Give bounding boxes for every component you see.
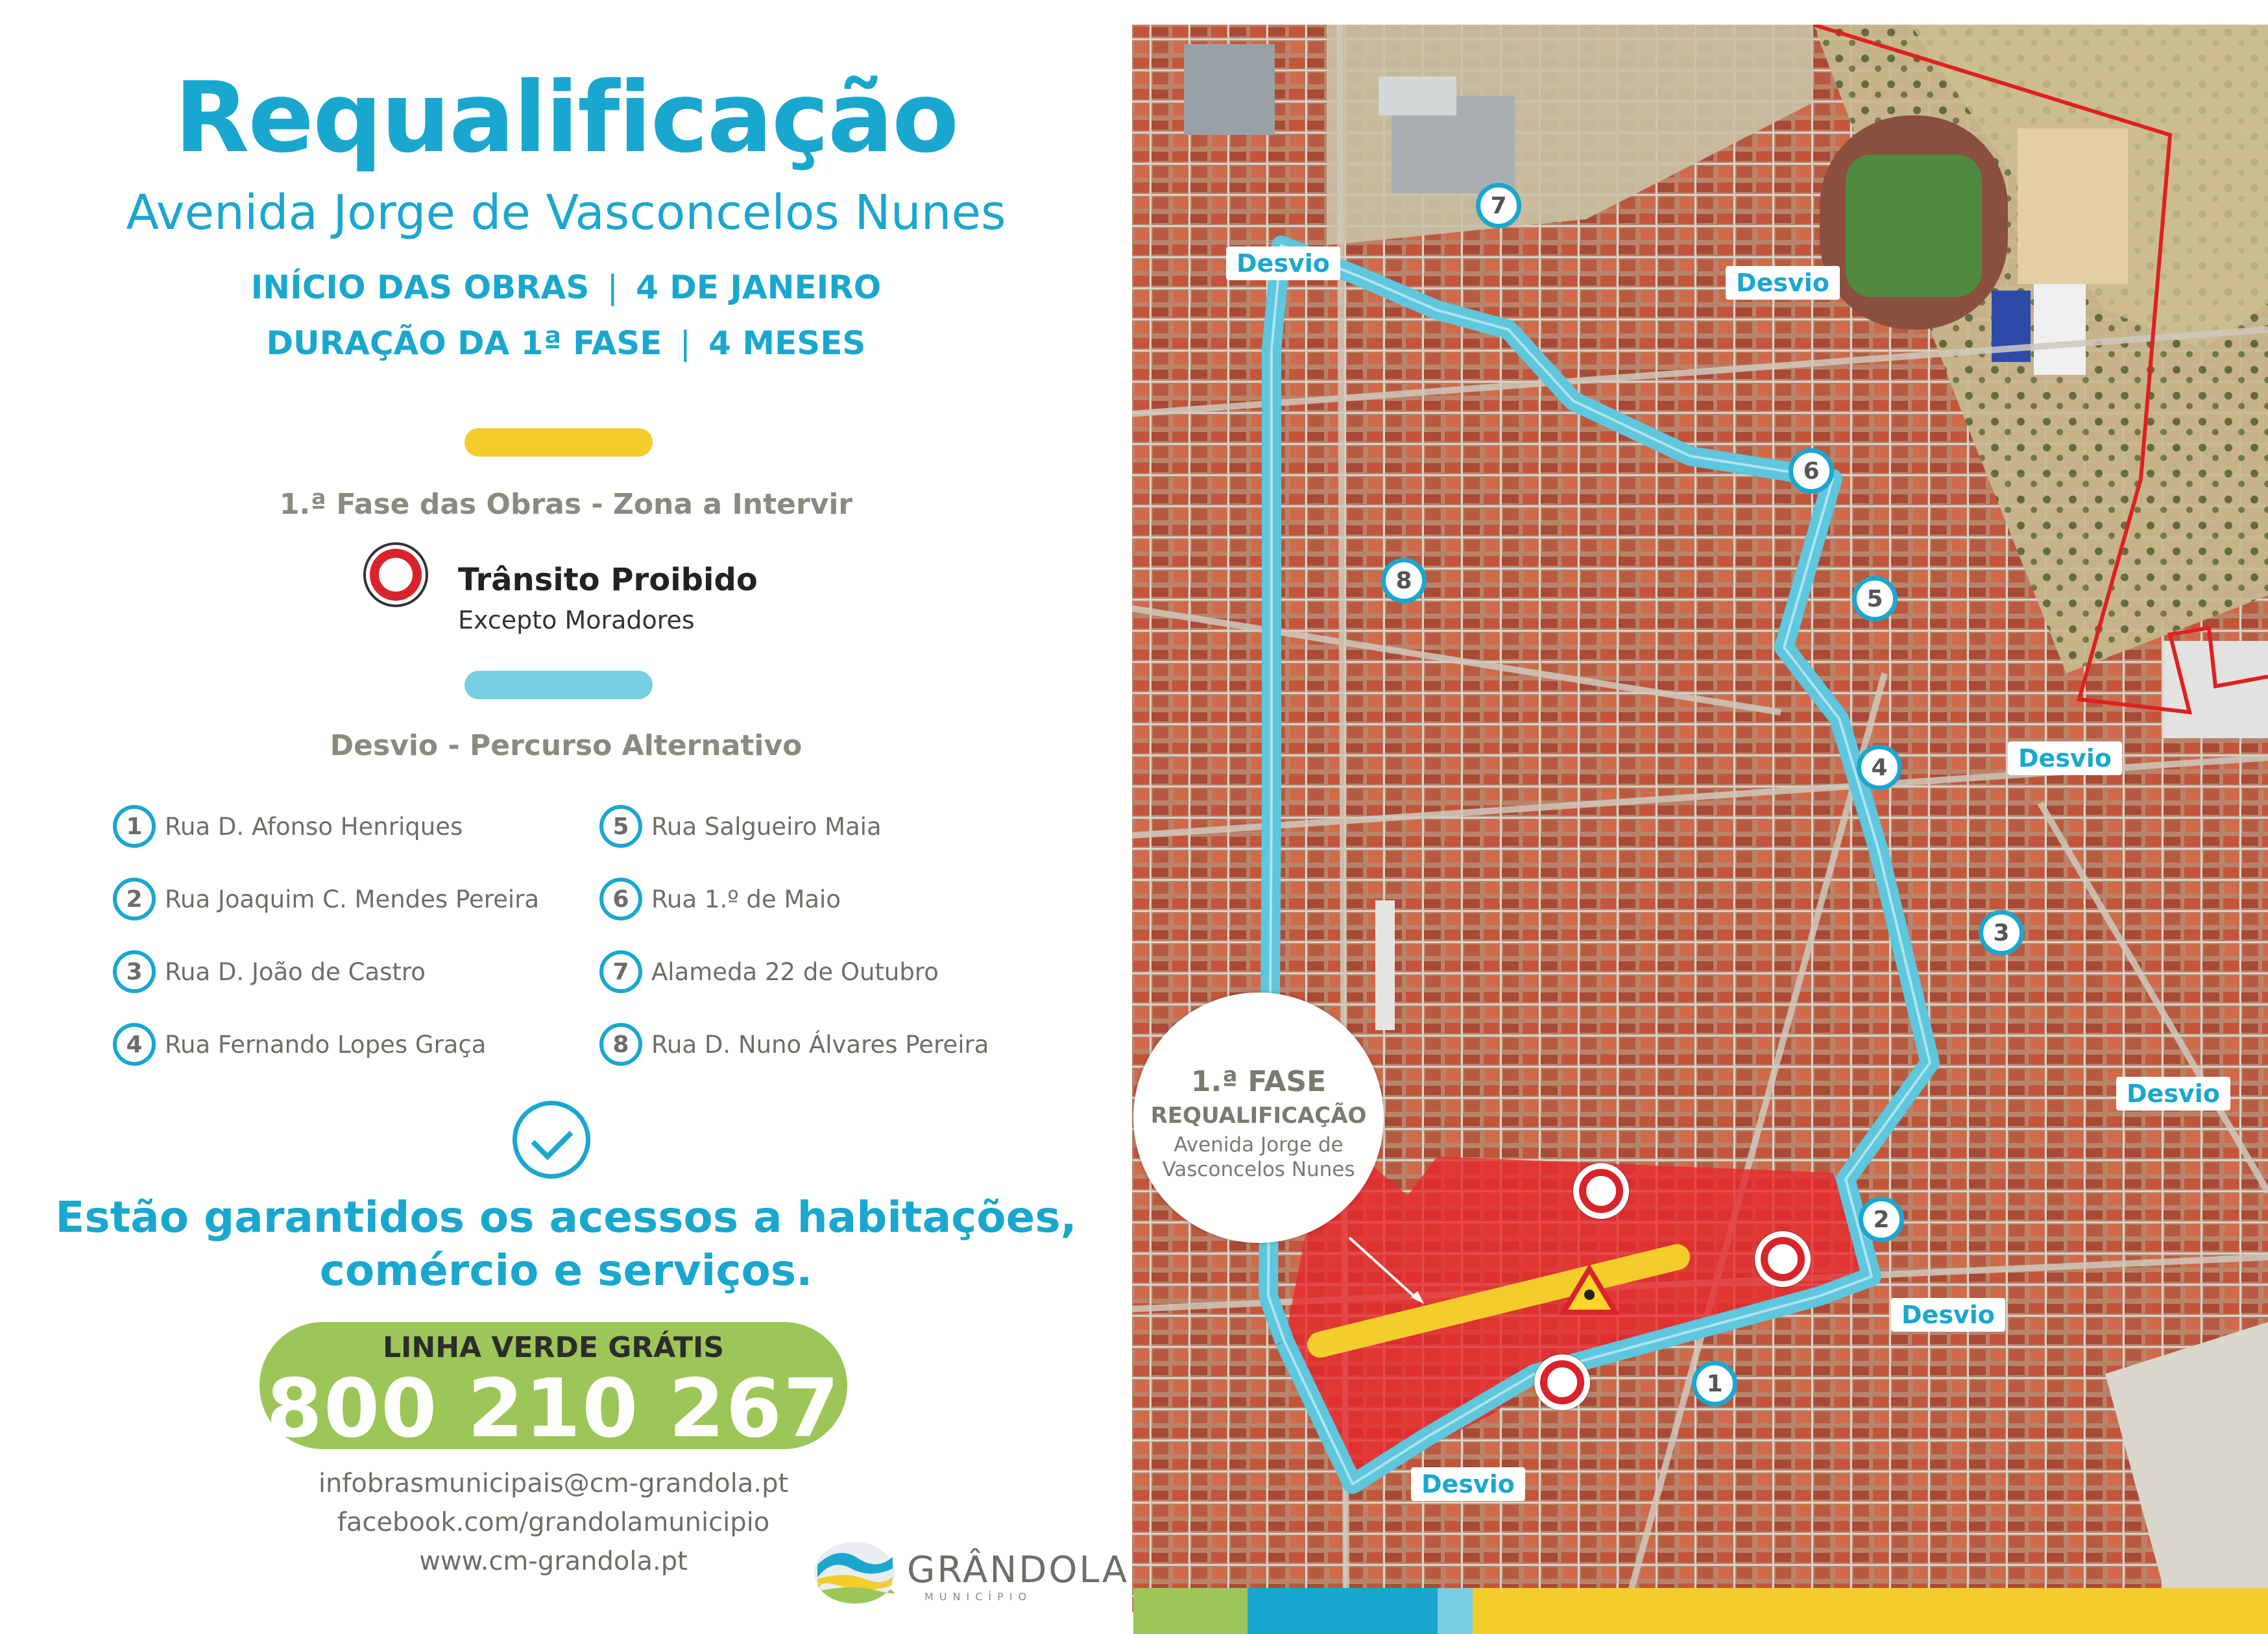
- logo-name: GRÂNDOLA: [907, 1549, 1129, 1591]
- street-number-badge: 4: [113, 1023, 156, 1066]
- route-number-badge: 6: [1789, 448, 1834, 494]
- no-entry-map-icon: [1573, 1163, 1629, 1219]
- street-item: [113, 1018, 486, 1070]
- detour-label: Desvio: [2116, 1077, 2230, 1111]
- route-number-badge: 4: [1857, 745, 1902, 790]
- hotline-label: LINHA VERDE GRÁTIS: [382, 1331, 725, 1364]
- no-entry-title: Trânsito Proibido: [458, 562, 758, 598]
- street-name: Rua D. Afonso Henriques: [165, 812, 463, 841]
- access-line-1: Estão garantidos os acessos a habitações,: [55, 1192, 1077, 1242]
- street-number-badge: 3: [113, 950, 156, 993]
- detour-color-swatch: [464, 671, 653, 699]
- route-number-badge: 7: [1476, 183, 1521, 228]
- street-name: Alameda 22 de Outubro: [651, 957, 939, 986]
- street-number-badge: 8: [599, 1023, 642, 1066]
- logo-subtitle: MUNICÍPIO: [924, 1591, 1033, 1603]
- route-number-badge: 1: [1692, 1361, 1737, 1406]
- separator: |: [679, 324, 691, 362]
- bottom-bar-light-blue: [1438, 1588, 1473, 1634]
- start-label: INÍCIO DAS OBRAS: [250, 269, 590, 306]
- street-item: [599, 946, 939, 998]
- phase-color-swatch: [464, 428, 653, 457]
- hotline-box: [259, 1322, 847, 1456]
- street-name: Rua Joaquim C. Mendes Pereira: [165, 885, 540, 913]
- checkmark-icon: [513, 1101, 590, 1179]
- page-subtitle: Avenida Jorge de Vasconcelos Nunes: [126, 185, 1006, 241]
- route-number-badge: 3: [1979, 910, 2024, 955]
- no-entry-icon: [363, 542, 428, 607]
- callout-title: 1.ª FASE: [1190, 1065, 1327, 1098]
- bottom-bar-green: [1133, 1588, 1248, 1634]
- grandola-logo-icon: [812, 1539, 897, 1607]
- separator: |: [607, 269, 618, 306]
- no-entry-subtitle: Excepto Moradores: [458, 606, 695, 634]
- street-number-badge: 5: [599, 805, 642, 848]
- email-link[interactable]: infobrasmunicipais@cm-grandola.pt: [318, 1469, 789, 1498]
- duration-line: [0, 324, 1132, 362]
- street-item: [113, 946, 426, 998]
- map-panel: [1132, 25, 2268, 1612]
- street-number-badge: 2: [113, 878, 156, 920]
- street-name: Rua D. João de Castro: [165, 957, 426, 986]
- street-item: [599, 800, 882, 852]
- start-date-line: [0, 269, 1132, 306]
- route-number-badge: 5: [1852, 576, 1898, 621]
- access-line-2: comércio e serviços.: [319, 1245, 813, 1295]
- street-number-badge: 7: [599, 950, 642, 993]
- start-value: 4 DE JANEIRO: [636, 269, 882, 306]
- callout-avenue-2: Vasconcelos Nunes: [1162, 1158, 1355, 1181]
- street-number-badge: 6: [599, 878, 642, 920]
- street-name: Rua Salgueiro Maia: [651, 812, 882, 841]
- street-item: [599, 873, 841, 925]
- website-link[interactable]: www.cm-grandola.pt: [419, 1546, 688, 1576]
- bottom-bar-blue: [1248, 1588, 1438, 1634]
- street-name: Rua Fernando Lopes Graça: [165, 1030, 487, 1059]
- phase-heading: 1.ª Fase das Obras - Zona a Intervir: [279, 488, 853, 521]
- no-entry-map-icon: [1534, 1354, 1590, 1410]
- detour-label: Desvio: [1726, 266, 1840, 300]
- duration-value: 4 MESES: [708, 324, 866, 362]
- street-item: [113, 800, 463, 852]
- bottom-bar-yellow: [1473, 1588, 2268, 1634]
- hotline-number[interactable]: 800 210 267: [266, 1362, 841, 1456]
- street-name: Rua D. Nuno Álvares Pereira: [651, 1030, 989, 1059]
- street-number-badge: 1: [113, 805, 156, 848]
- callout-subtitle: REQUALIFICAÇÃO: [1150, 1103, 1367, 1129]
- info-panel: [0, 0, 1132, 1634]
- detour-label: Desvio: [1226, 246, 1340, 280]
- page-title: Requalificação: [174, 62, 958, 174]
- detour-label: Desvio: [1891, 1298, 2005, 1332]
- duration-label: DURAÇÃO DA 1ª FASE: [266, 324, 662, 362]
- no-entry-map-icon: [1755, 1231, 1811, 1287]
- facebook-link[interactable]: facebook.com/grandolamunicipio: [337, 1508, 770, 1537]
- street-name: Rua 1.º de Maio: [651, 885, 841, 913]
- route-number-badge: 2: [1859, 1197, 1904, 1242]
- phase-callout: [1133, 992, 1384, 1243]
- route-number-badge: 8: [1381, 558, 1427, 603]
- street-item: [599, 1018, 989, 1070]
- detour-label: Desvio: [1411, 1467, 1525, 1501]
- detour-label: Desvio: [2008, 741, 2122, 775]
- callout-avenue-1: Avenida Jorge de: [1174, 1133, 1344, 1157]
- street-item: [113, 873, 539, 925]
- detour-heading: Desvio - Percurso Alternativo: [330, 729, 802, 762]
